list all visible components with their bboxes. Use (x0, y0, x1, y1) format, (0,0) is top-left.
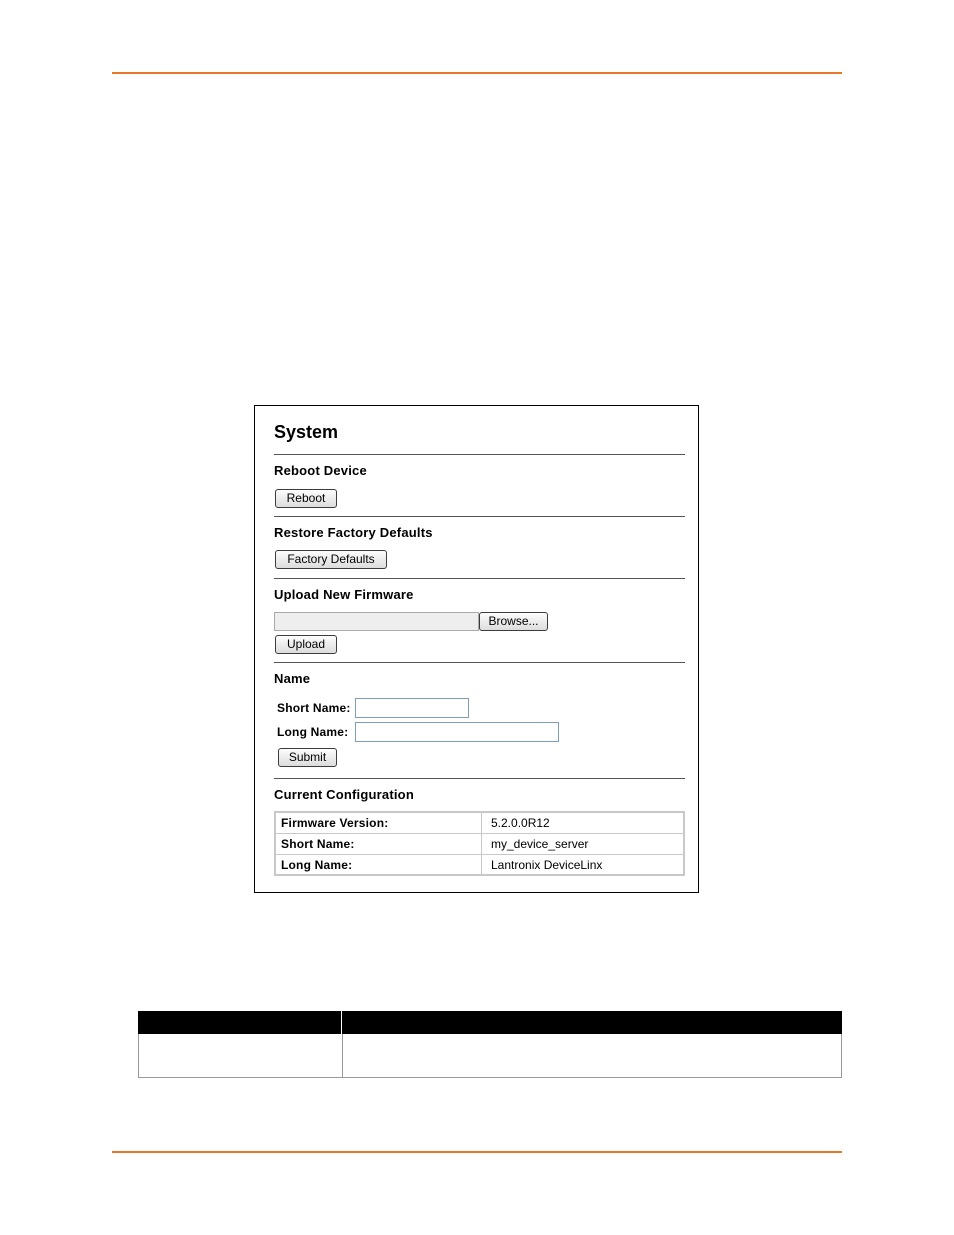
config-row-firmware (276, 813, 683, 833)
divider (274, 454, 685, 455)
config-key: Long Name: (276, 855, 482, 875)
config-key: Firmware Version: (276, 813, 482, 833)
current-config-heading: Current Configuration (274, 787, 414, 802)
system-panel (254, 405, 699, 893)
footer-rule (112, 1151, 842, 1153)
short-name-input[interactable] (355, 698, 469, 718)
config-value: my_device_server (491, 837, 589, 851)
config-key: Short Name: (276, 834, 482, 854)
header-cell (138, 1011, 342, 1034)
header-rule (112, 72, 842, 74)
browse-button[interactable]: Browse... (479, 612, 548, 631)
page-title: System (274, 422, 339, 442)
divider (274, 662, 685, 663)
long-name-input[interactable] (355, 722, 559, 742)
settings-table (138, 1011, 842, 1078)
settings-table-row (138, 1034, 842, 1078)
divider (274, 578, 685, 579)
long-name-label: Long Name: (277, 725, 349, 739)
divider (274, 516, 685, 517)
name-heading: Name (274, 671, 311, 686)
settings-table-header (138, 1011, 842, 1034)
factory-defaults-heading: Restore Factory Defaults (274, 525, 433, 540)
current-config-table (274, 811, 685, 876)
config-row-long-name (276, 854, 683, 875)
short-name-label: Short Name: (277, 701, 351, 715)
firmware-file-input[interactable] (274, 612, 479, 631)
config-row-short-name (276, 833, 683, 854)
firmware-heading: Upload New Firmware (274, 587, 414, 602)
reboot-button[interactable]: Reboot (275, 489, 337, 508)
upload-button[interactable]: Upload (275, 635, 337, 654)
submit-button[interactable]: Submit (278, 748, 337, 767)
factory-defaults-button[interactable]: Factory Defaults (275, 550, 387, 569)
config-value: Lantronix DeviceLinx (491, 858, 603, 872)
table-cell (139, 1034, 343, 1077)
reboot-heading: Reboot Device (274, 463, 367, 478)
divider (274, 778, 685, 779)
config-value: 5.2.0.0R12 (491, 816, 550, 830)
